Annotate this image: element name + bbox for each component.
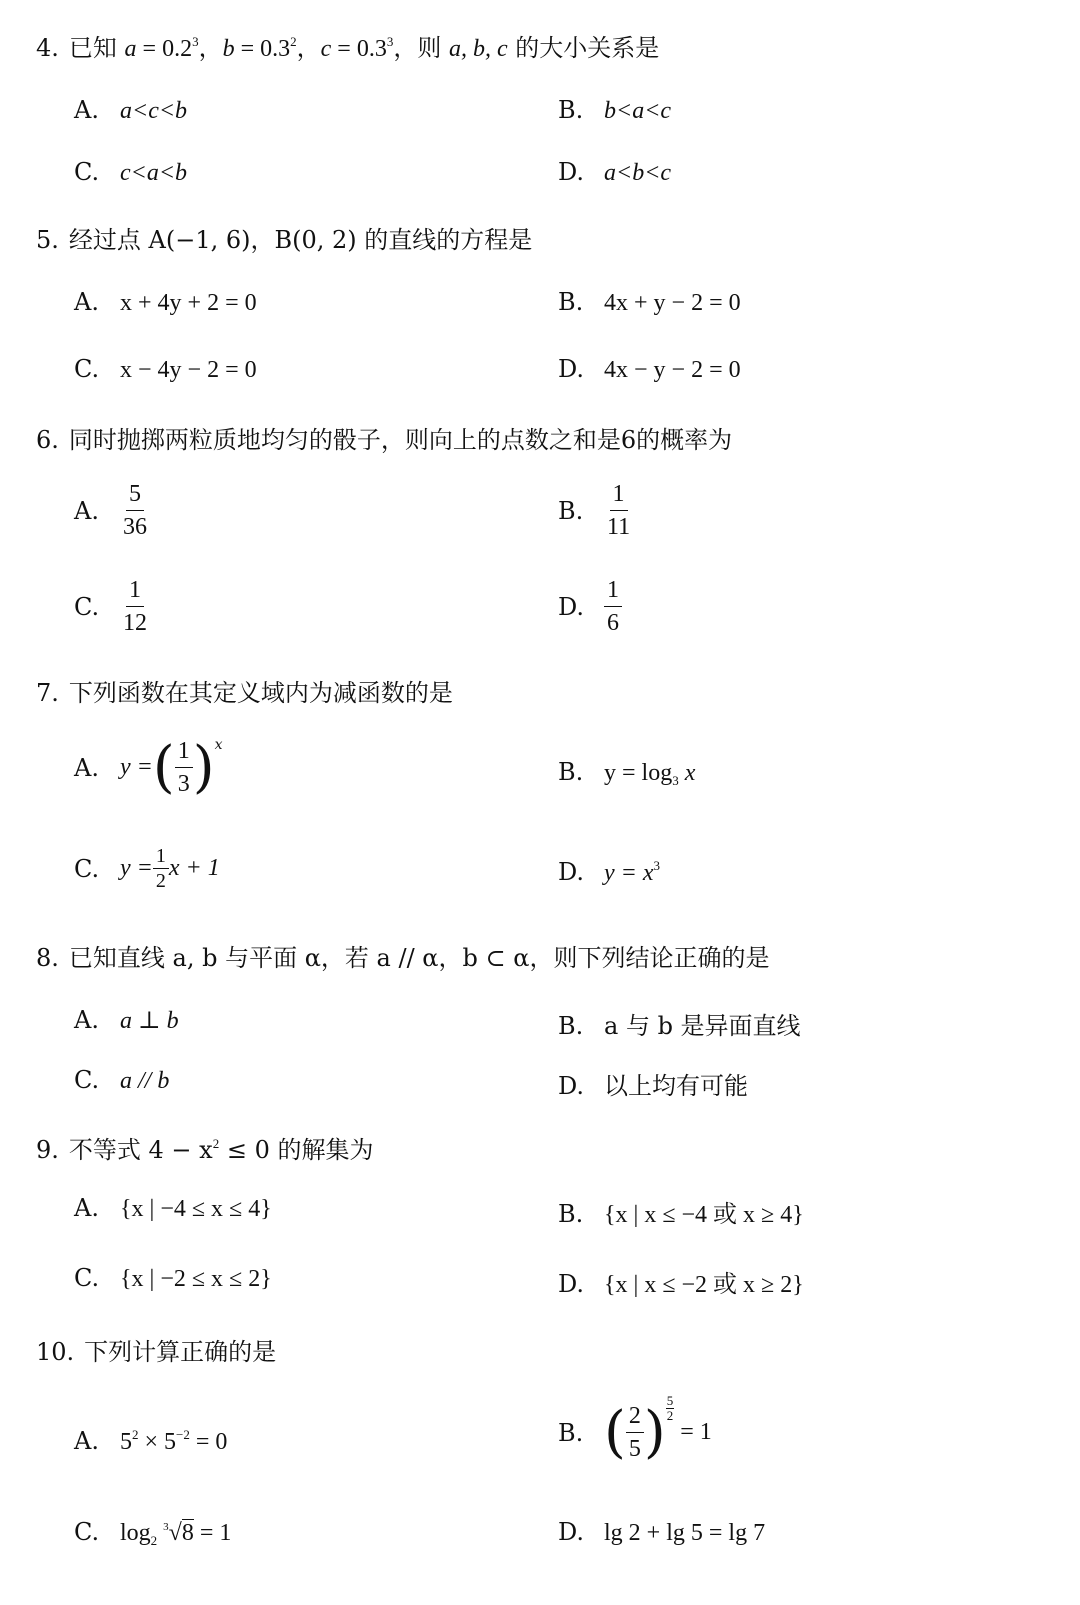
question-4-stem [36, 28, 659, 63]
option-label: B. [558, 1012, 584, 1040]
option-text: a<b<c [604, 160, 672, 186]
result: = 1 [680, 1419, 712, 1445]
option-b[interactable] [558, 1006, 801, 1041]
var-c: c [320, 36, 332, 62]
denominator: 11 [607, 514, 631, 540]
stem-text: 的大小关系是 [507, 34, 660, 62]
option-d[interactable] [558, 576, 622, 637]
result: = 1 [193, 1520, 232, 1546]
log: log [120, 1520, 151, 1546]
parenthesized-fraction [152, 734, 223, 800]
question-8-stem [36, 938, 769, 973]
radicand: 8 [181, 1520, 194, 1546]
option-b[interactable] [558, 758, 695, 787]
denominator: 3 [177, 771, 190, 797]
stem-text: ≤ 0 的解集为 [219, 1136, 374, 1164]
left-paren: ( [604, 1399, 626, 1465]
option-label: D. [558, 158, 585, 186]
question-number: 6. [36, 426, 59, 454]
option-text: a<c<b [120, 98, 188, 124]
question-number: 8. [36, 944, 59, 972]
option-label: A. [74, 1427, 99, 1455]
stem-text: 不等式 4 − x [68, 1136, 213, 1164]
exponent: 2 [212, 1136, 220, 1151]
right-paren: ) [192, 734, 215, 800]
stem-text: 下列计算正确的是 [84, 1338, 277, 1366]
option-label: A. [74, 753, 99, 782]
question-7-stem [36, 673, 453, 708]
denominator: 5 [628, 1436, 641, 1462]
numerator: 1 [175, 737, 193, 768]
fraction [604, 480, 633, 541]
denominator: 2 [155, 870, 166, 892]
option-d[interactable] [558, 1264, 804, 1299]
stem-text: 已知直线 a, b 与平面 α，若 a // α，b ⊂ α，则下列结论正确的是 [68, 944, 770, 972]
option-text: {x | x ≤ −2 或 x ≥ 2} [604, 1272, 804, 1298]
var-a: a [124, 36, 137, 62]
option-label: B. [558, 496, 584, 525]
option-text: b<a<c [604, 98, 672, 124]
question-number: 4. [36, 34, 59, 62]
option-d[interactable] [558, 158, 671, 187]
option-label: C. [74, 355, 100, 383]
option-label: C. [74, 1264, 100, 1292]
option-text: x − 4y − 2 = 0 [120, 357, 257, 383]
option-label: A. [74, 96, 99, 124]
stem-text: 经过点 A(−1, 6)，B(0, 2) 的直线的方程是 [68, 226, 533, 254]
option-c[interactable] [74, 576, 150, 637]
option-label: C. [74, 1518, 100, 1546]
option-label: B. [558, 758, 584, 786]
lhs: y = x [604, 860, 654, 886]
left-paren: ( [152, 734, 175, 800]
option-label: B. [558, 96, 584, 124]
question-10-stem [36, 1332, 276, 1367]
option-c[interactable] [74, 1518, 231, 1547]
exponent: 3 [386, 34, 394, 49]
option-c[interactable] [74, 846, 220, 891]
option-label: D. [558, 592, 585, 621]
option-label: A. [74, 1194, 99, 1222]
option-a[interactable] [74, 288, 257, 317]
exp-denominator: 2 [666, 1408, 674, 1423]
log-arg: x [678, 760, 696, 786]
fraction [120, 480, 150, 541]
option-d[interactable] [558, 1066, 748, 1101]
option-c[interactable] [74, 158, 187, 187]
exponent: 2 [132, 1427, 139, 1442]
stem-text: ，则 [393, 34, 449, 62]
exponent: 2 [290, 34, 297, 49]
vars: a, b, c [448, 36, 508, 62]
option-text: 4x + y − 2 = 0 [604, 290, 741, 316]
stem-text: 已知 [68, 34, 125, 62]
value: = 0.3 [331, 36, 387, 62]
numerator: 5 [126, 480, 144, 511]
question-5-stem [36, 220, 532, 255]
numerator: 1 [604, 576, 622, 607]
denominator: 36 [123, 514, 147, 540]
exponent: x [214, 737, 223, 753]
option-label: D. [558, 355, 585, 383]
rest: x + 1 [168, 855, 220, 881]
option-label: C. [74, 592, 100, 621]
option-text: 以上均有可能 [604, 1072, 748, 1100]
question-number: 10. [36, 1338, 75, 1366]
option-text: a ⊥ b [120, 1008, 179, 1034]
numerator: 1 [610, 480, 628, 511]
separator: ， [198, 34, 223, 62]
option-a[interactable] [74, 1194, 272, 1223]
value: = 0.3 [234, 36, 291, 62]
option-a[interactable] [74, 480, 150, 541]
denominator: 12 [123, 610, 147, 636]
option-label: D. [558, 1518, 585, 1546]
option-label: C. [74, 158, 100, 186]
fraction [153, 846, 169, 891]
option-text: {x | x ≤ −4 或 x ≥ 4} [604, 1202, 804, 1228]
parenthesized-fraction [604, 1393, 712, 1465]
option-c[interactable] [74, 355, 257, 384]
question-6-stem [36, 420, 732, 455]
option-label: D. [558, 858, 585, 886]
option-text: a 与 b 是异面直线 [604, 1012, 801, 1040]
denominator: 6 [607, 610, 619, 636]
option-label: C. [74, 854, 100, 883]
option-b[interactable] [558, 288, 741, 317]
option-label: A. [74, 496, 99, 525]
stem-text: 下列函数在其定义域内为减函数的是 [68, 679, 453, 707]
option-d[interactable] [558, 858, 660, 887]
fractional-exponent [666, 1394, 675, 1423]
exponent: 3 [192, 34, 199, 49]
right-paren: ) [643, 1399, 666, 1465]
option-b[interactable] [558, 480, 633, 541]
option-text: 4x − y − 2 = 0 [604, 357, 741, 383]
option-label: B. [558, 1418, 584, 1447]
numerator: 1 [126, 576, 144, 607]
option-label: B. [558, 288, 584, 316]
option-a[interactable] [74, 734, 223, 800]
lhs: y = [120, 754, 153, 780]
option-a[interactable] [74, 96, 187, 125]
numerator: 2 [626, 1402, 644, 1433]
option-c[interactable] [74, 1264, 272, 1293]
option-d[interactable] [558, 355, 741, 384]
option-c[interactable] [74, 1066, 169, 1095]
option-b[interactable] [558, 1393, 712, 1465]
option-text: a // b [120, 1068, 170, 1094]
question-number: 7. [36, 679, 59, 707]
exp-numerator: 5 [666, 1393, 674, 1408]
option-label: A. [74, 288, 99, 316]
log-base: 3 [672, 773, 679, 788]
result: = 0 [189, 1429, 228, 1455]
separator: ， [296, 34, 321, 62]
lhs: y = log [604, 760, 673, 786]
option-text: x + 4y + 2 = 0 [120, 290, 257, 316]
option-a[interactable] [74, 1006, 179, 1035]
option-label: A. [74, 1006, 99, 1034]
option-label: D. [558, 1270, 585, 1298]
option-b[interactable] [558, 1194, 804, 1229]
option-text: c<a<b [120, 160, 188, 186]
option-label: D. [558, 1072, 585, 1100]
fraction [626, 1402, 644, 1463]
base: 5 [120, 1429, 132, 1455]
option-text: {x | −2 ≤ x ≤ 2} [120, 1266, 272, 1292]
option-label: C. [74, 1066, 100, 1094]
var-b: b [222, 36, 235, 62]
log-base: 2 [150, 1533, 158, 1548]
question-number: 9. [36, 1136, 59, 1164]
exponent: −2 [176, 1427, 190, 1442]
value: = 0.2 [136, 36, 193, 62]
option-text: lg 2 + lg 5 = lg 7 [604, 1520, 766, 1546]
stem-text: 同时抛掷两粒质地均匀的骰子，则向上的点数之和是6的概率为 [68, 426, 733, 454]
exponent: 3 [653, 858, 660, 873]
question-number: 5. [36, 226, 59, 254]
radical-sign: √ [168, 1520, 182, 1546]
option-d[interactable] [558, 1518, 765, 1547]
option-text: {x | −4 ≤ x ≤ 4} [120, 1196, 272, 1222]
lhs: y = [120, 855, 153, 881]
times: × 5 [138, 1429, 177, 1455]
root-index: 3 [163, 1521, 169, 1533]
fraction [120, 576, 150, 637]
numerator: 1 [153, 846, 169, 869]
option-label: B. [558, 1200, 584, 1228]
fraction [175, 737, 193, 798]
question-9-stem [36, 1130, 373, 1165]
cube-root [163, 1518, 194, 1546]
option-a[interactable] [74, 1427, 227, 1456]
option-b[interactable] [558, 96, 671, 125]
fraction [604, 576, 622, 637]
